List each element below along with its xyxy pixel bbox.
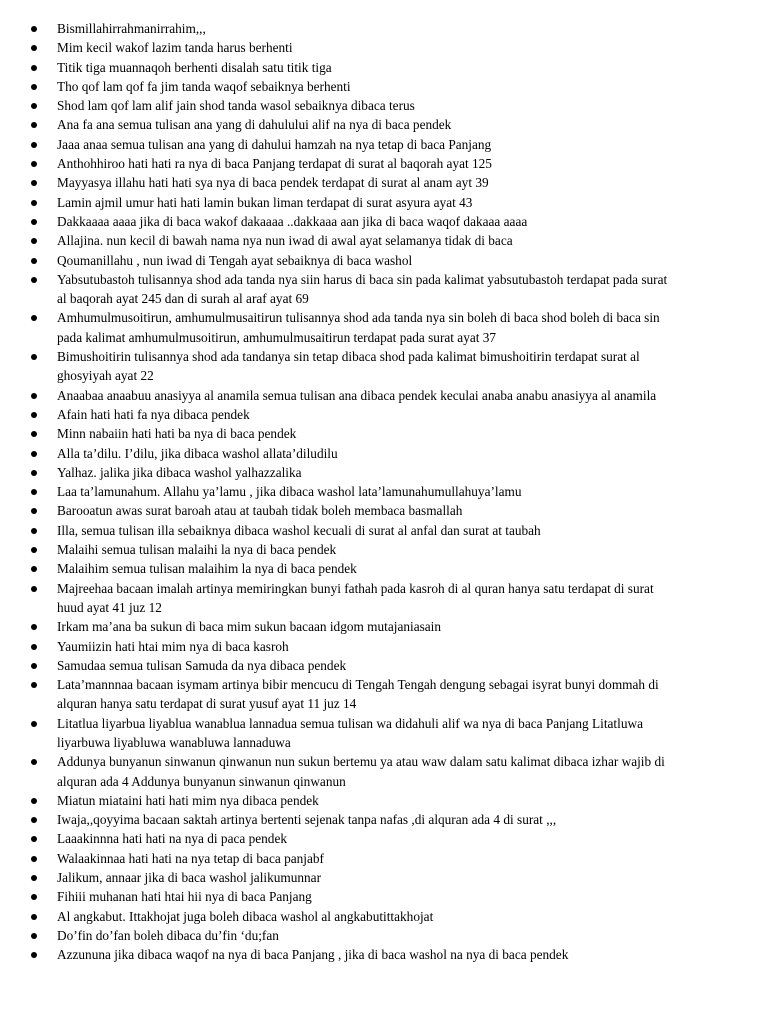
bullet-icon bbox=[31, 84, 37, 90]
list-item bbox=[0, 887, 768, 906]
list-item bbox=[0, 96, 768, 115]
list-item bbox=[0, 752, 768, 791]
bullet-icon bbox=[31, 65, 37, 71]
list-item-text: Allajina. nun kecil di bawah nama nya nun iwad di awal ayat selamanya tidak di baca bbox=[57, 233, 513, 249]
bullet-icon bbox=[31, 914, 37, 920]
bullet-icon bbox=[31, 624, 37, 630]
list-item bbox=[0, 212, 768, 231]
list-item-text: Anaabaa anaabuu anasiyya al anamila semua tulisan ana dibaca pendek keculai anaba anabu anasiyya al anamila bbox=[57, 387, 657, 403]
bullet-icon bbox=[31, 180, 37, 186]
list-item bbox=[0, 579, 768, 618]
list-item-text: Amhumulmusoitirun, amhumulmusaitirun tulisannya shod ada tanda nya sin boleh di baca shod boleh di baca sin pada kalimat amhumulmusoitirun, amhumulmusaitirun terdapat pada surat ayat 37 bbox=[57, 310, 660, 345]
list-item-text: Azzununa jika dibaca waqof na nya di baca Panjang , jika di baca washol na nya di baca pendek bbox=[57, 947, 569, 963]
list-item bbox=[0, 424, 768, 443]
list-item-text: Miatun miataini hati hati mim nya dibaca pendek bbox=[57, 792, 319, 808]
bullet-icon bbox=[31, 470, 37, 476]
list-item-text: Yabsutubastoh tulisannya shod ada tanda nya siin harus di baca sin pada kalimat yabsutubastoh terdapat pada surat al baqorah ayat 245 dan di surah al araf ayat 69 bbox=[57, 271, 668, 307]
list-item bbox=[0, 637, 768, 656]
bullet-icon bbox=[31, 528, 37, 534]
tajwid-notes-list bbox=[0, 19, 768, 965]
list-item-text: Jaaa anaa semua tulisan ana yang di dahului hamzah na nya tetap di baca Panjang bbox=[57, 136, 492, 152]
bullet-icon bbox=[31, 759, 37, 765]
list-item bbox=[0, 173, 768, 192]
list-item bbox=[0, 270, 768, 309]
bullet-icon bbox=[31, 663, 37, 669]
list-item-text: Laaakinnna hati hati na nya di paca pendek bbox=[57, 831, 288, 847]
list-item-text: Addunya bunyanun sinwanun qinwanun nun sukun bertemu ya atau waw dalam satu kalimat dibaca izhar wajib di alquran ada 4 Addunya bunyanun sinwanun qinwanun bbox=[57, 754, 665, 789]
list-item bbox=[0, 193, 768, 212]
list-item-text: Al angkabut. Ittakhojat juga boleh dibaca washol al angkabutittakhojat bbox=[57, 908, 434, 924]
list-item bbox=[0, 810, 768, 829]
list-item-text: Qoumanillahu , nun iwad di Tengah ayat sebaiknya di baca washol bbox=[57, 252, 413, 268]
bullet-icon bbox=[31, 817, 37, 823]
list-item bbox=[0, 386, 768, 405]
list-item-text: Lamin ajmil umur hati hati lamin bukan liman terdapat di surat asyura ayat 43 bbox=[57, 194, 473, 210]
list-item bbox=[0, 617, 768, 636]
list-item-text: Afain hati hati fa nya dibaca pendek bbox=[57, 406, 250, 422]
bullet-icon bbox=[31, 547, 37, 553]
list-item bbox=[0, 77, 768, 96]
bullet-icon bbox=[31, 315, 37, 321]
list-item bbox=[0, 347, 768, 386]
list-item-text: Litatlua liyarbua liyablua wanablua lannadua semua tulisan wa didahuli alif wa nya di baca Panjang Litatluwa liyarbuwa liyabluwa wanabluwa lannaduwa bbox=[57, 715, 643, 750]
list-item bbox=[0, 829, 768, 848]
list-item-text: Mim kecil wakof lazim tanda harus berhenti bbox=[57, 40, 293, 56]
list-item-text: Lata’mannnaa bacaan isymam artinya bibir mencucu di Tengah Tengah dengung sebagai isyrat bunyi dommah di alquran hanya satu terdapat di surat yusuf ayat 11 juz 14 bbox=[57, 677, 659, 712]
list-item-text: Malaihim semua tulisan malaihim la nya di baca pendek bbox=[57, 561, 357, 577]
bullet-icon bbox=[31, 489, 37, 495]
list-item bbox=[0, 945, 768, 964]
list-item bbox=[0, 154, 768, 173]
bullet-icon bbox=[31, 836, 37, 842]
list-item-text: Yaumiizin hati htai mim nya di baca kasroh bbox=[57, 638, 289, 654]
list-item-text: Irkam ma’ana ba sukun di baca mim sukun bacaan idgom mutajaniasain bbox=[57, 619, 442, 635]
bullet-icon bbox=[31, 142, 37, 148]
list-item-text: Barooatun awas surat baroah atau at taubah tidak boleh membaca basmallah bbox=[57, 503, 463, 519]
bullet-icon bbox=[31, 393, 37, 399]
list-item bbox=[0, 521, 768, 540]
bullet-icon bbox=[31, 45, 37, 51]
bullet-icon bbox=[31, 277, 37, 283]
list-item bbox=[0, 907, 768, 926]
list-item bbox=[0, 19, 768, 38]
bullet-icon bbox=[31, 875, 37, 881]
list-item bbox=[0, 559, 768, 578]
list-item bbox=[0, 115, 768, 134]
list-item bbox=[0, 501, 768, 520]
list-item-text: Tho qof lam qof fa jim tanda waqof sebaiknya berhenti bbox=[57, 78, 351, 94]
list-item-text: Shod lam qof lam alif jain shod tanda wasol sebaiknya dibaca terus bbox=[57, 98, 415, 114]
list-item bbox=[0, 38, 768, 57]
list-item-text: Fihiii muhanan hati htai hii nya di baca Panjang bbox=[57, 889, 312, 905]
bullet-icon bbox=[31, 200, 37, 206]
list-item bbox=[0, 714, 768, 753]
bullet-icon bbox=[31, 952, 37, 958]
bullet-icon bbox=[31, 103, 37, 109]
list-item bbox=[0, 135, 768, 154]
list-item bbox=[0, 656, 768, 675]
list-item-text: Do’fin do’fan boleh dibaca du’fin ‘du;fan bbox=[57, 927, 279, 943]
bullet-icon bbox=[31, 798, 37, 804]
bullet-icon bbox=[31, 122, 37, 128]
list-item-text: Bismillahirrahmanirrahim,,, bbox=[57, 21, 206, 36]
bullet-icon bbox=[31, 219, 37, 225]
list-item bbox=[0, 540, 768, 559]
list-item-text: Iwaja,,qoyyima bacaan saktah artinya bertenti sejenak tanpa nafas ,di alquran ada 4 di surat ,,, bbox=[57, 812, 557, 828]
list-item bbox=[0, 308, 768, 347]
list-item-text: Illa, semua tulisan illa sebaiknya dibaca washol kecuali di surat al anfal dan surat at taubah bbox=[57, 522, 541, 538]
bullet-icon bbox=[31, 644, 37, 650]
bullet-icon bbox=[31, 508, 37, 514]
list-item-text: Walaakinnaa hati hati na nya tetap di baca panjabf bbox=[57, 850, 324, 866]
list-item bbox=[0, 926, 768, 945]
list-item-text: Minn nabaiin hati hati ba nya di baca pendek bbox=[57, 426, 297, 442]
bullet-icon bbox=[31, 238, 37, 244]
list-item bbox=[0, 444, 768, 463]
list-item-text: Majreehaa bacaan imalah artinya memiringkan bunyi fathah pada kasroh di al quran hanya satu terdapat di surat huud ayat 41 juz 12 bbox=[57, 580, 654, 615]
list-item-text: Dakkaaaa aaaa jika di baca wakof dakaaaa ..dakkaaa aan jika di baca waqof dakaaa aaaa bbox=[57, 213, 528, 229]
bullet-icon bbox=[31, 412, 37, 418]
bullet-icon bbox=[31, 933, 37, 939]
bullet-icon bbox=[31, 431, 37, 437]
list-item-text: Bimushoitirin tulisannya shod ada tandanya sin tetap dibaca shod pada kalimat bimushoitirin terdapat surat al ghosyiyah ayat 22 bbox=[57, 349, 640, 384]
bullet-icon bbox=[31, 682, 37, 688]
list-item-text: Alla ta’dilu. I’dilu, jika dibaca washol allata’diludilu bbox=[57, 445, 338, 461]
bullet-icon bbox=[31, 161, 37, 167]
bullet-icon bbox=[31, 451, 37, 457]
list-item-text: Anthohhiroo hati hati ra nya di baca Panjang terdapat di surat al baqorah ayat 125 bbox=[57, 156, 492, 172]
bullet-icon bbox=[31, 566, 37, 572]
list-item bbox=[0, 482, 768, 501]
bullet-icon bbox=[31, 721, 37, 727]
list-item-text: Samudaa semua tulisan Samuda da nya dibaca pendek bbox=[57, 657, 347, 673]
bullet-icon bbox=[31, 894, 37, 900]
list-item-text: Ana fa ana semua tulisan ana yang di dahulului alif na nya di baca pendek bbox=[57, 117, 452, 133]
list-item bbox=[0, 251, 768, 270]
list-item bbox=[0, 791, 768, 810]
list-item-text: Malaihi semua tulisan malaihi la nya di baca pendek bbox=[57, 542, 337, 558]
list-item-text: Mayyasya illahu hati hati sya nya di baca pendek terdapat di surat al anam ayt 39 bbox=[57, 175, 489, 191]
list-item-text: Yalhaz. jalika jika dibaca washol yalhazzalika bbox=[57, 464, 302, 480]
list-item bbox=[0, 868, 768, 887]
list-item-text: Jalikum, annaar jika di baca washol jalikumunnar bbox=[57, 870, 322, 886]
list-item bbox=[0, 405, 768, 424]
list-item bbox=[0, 849, 768, 868]
bullet-icon bbox=[31, 354, 37, 360]
list-item bbox=[0, 58, 768, 77]
list-item-text: Titik tiga muannaqoh berhenti disalah satu titik tiga bbox=[57, 59, 332, 75]
list-item bbox=[0, 463, 768, 482]
list-item bbox=[0, 231, 768, 250]
list-item-text: Laa ta’lamunahum. Allahu ya’lamu , jika dibaca washol lata’lamunahumullahuya’lamu bbox=[57, 484, 522, 500]
list-item bbox=[0, 675, 768, 714]
bullet-icon bbox=[31, 856, 37, 862]
bullet-icon bbox=[31, 586, 37, 592]
bullet-icon bbox=[31, 26, 37, 32]
bullet-icon bbox=[31, 258, 37, 264]
